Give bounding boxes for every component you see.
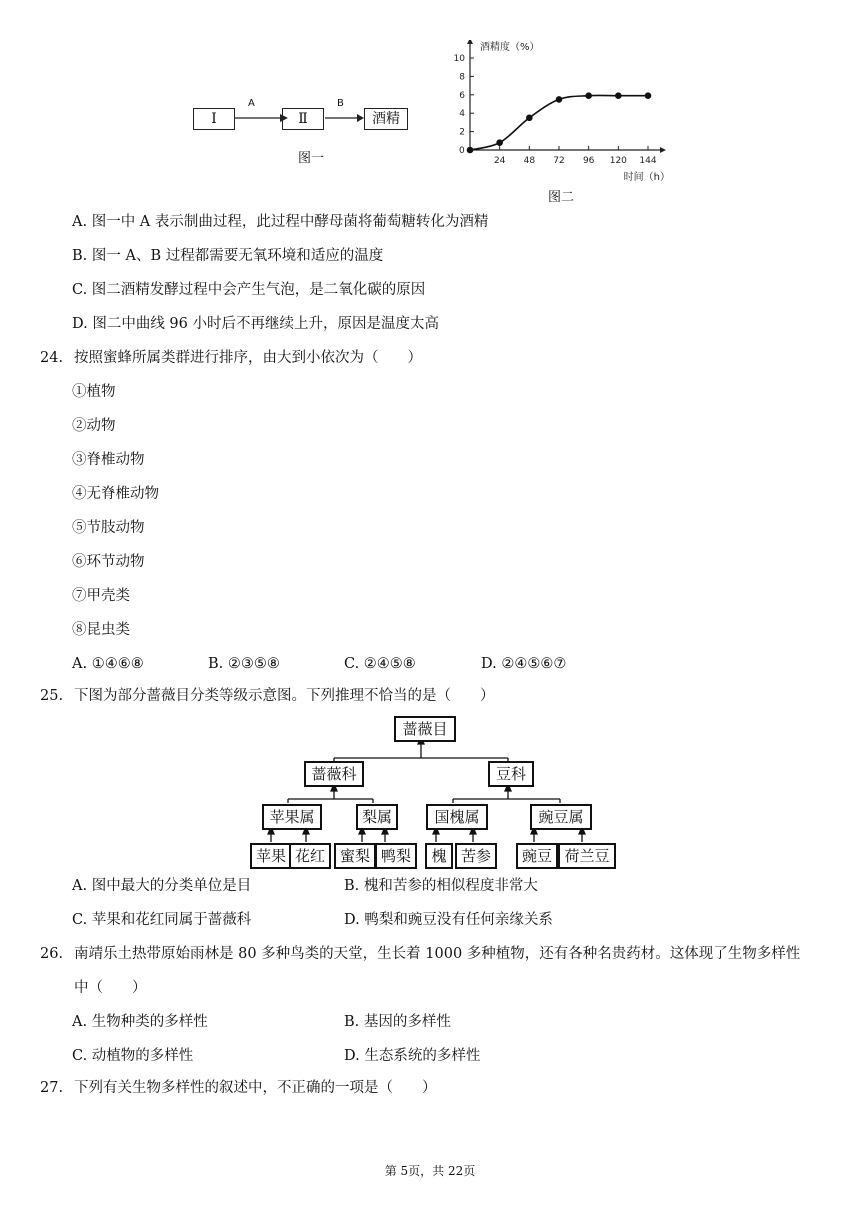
option-text: 鸭梨和豌豆没有任何亲缘关系 [364,912,553,928]
question-number: 27. [40,1080,64,1096]
q23-option-c[interactable] [72,280,425,300]
x-tick-label: 144 [639,156,657,166]
tree-node-species: 苦参 [455,843,497,869]
option-letter: D. [344,912,360,928]
option-text: 基因的多样性 [363,1014,451,1030]
tree-node-species: 豌豆 [516,843,558,869]
x-tick-label: 120 [609,156,627,166]
tree-node-genus-sophora: 国槐属 [426,804,488,830]
tree-node-order: 蔷薇目 [394,716,456,742]
q24-item-3: ③脊椎动物 [72,452,145,468]
option-letter: B. [344,1014,360,1030]
option-letter: B. [72,248,88,264]
q24-item-5: ⑤节肢动物 [72,520,145,536]
q24-option-b[interactable] [208,654,280,674]
option-text: 动植物的多样性 [91,1048,194,1064]
option-text: ①④⑥⑧ [91,656,144,672]
q25-option-b[interactable] [344,876,538,896]
data-point [496,139,503,146]
y-tick-label: 6 [459,90,465,101]
tree-node-species: 荷兰豆 [558,843,616,869]
x-tick-label: 48 [523,156,536,166]
option-text: 图二中曲线 96 小时后不再继续上升，原因是温度太高 [92,316,439,332]
data-point [585,92,592,99]
q26-option-b[interactable] [344,1012,451,1032]
option-letter: C. [72,282,88,298]
fig2-caption: 图二 [548,190,575,205]
option-letter: A. [72,1014,88,1030]
data-point [467,147,474,154]
fig1-arrow-b-label: B [337,98,344,109]
q25-option-a[interactable] [72,876,251,896]
y-tick-label: 10 [453,54,465,64]
fig1-arrow-a-label: A [248,98,255,109]
tree-node-species: 鸭梨 [375,843,417,869]
tree-node-family-fabaceae: 豆科 [488,761,534,787]
q26-option-c[interactable] [72,1046,193,1066]
fig2-line-chart [440,40,680,210]
origin-label: 0 [459,146,465,156]
x-tick-label: 96 [582,156,595,166]
q26-option-a[interactable] [72,1012,208,1032]
option-text: 图一 A、B 过程都需要无氧环境和适应的温度 [91,248,384,264]
q27-stem [40,1078,437,1098]
option-letter: C. [72,912,88,928]
question-text: 下图为部分蔷薇目分类等级示意图。下列推理不恰当的是（ ） [74,688,495,704]
y-tick-label: 8 [459,72,465,83]
y-tick-label: 2 [459,127,465,138]
q24-item-6: ⑥环节动物 [72,554,145,570]
option-letter: C. [72,1048,88,1064]
question-number: 25. [40,688,64,704]
option-text: 生物种类的多样性 [91,1014,208,1030]
option-letter: A. [72,656,88,672]
q26-stem [40,944,800,964]
question-text: 下列有关生物多样性的叙述中，不正确的一项是（ ） [74,1080,437,1096]
fig1-box-3: 酒精 [364,108,408,130]
q26-option-d[interactable] [344,1046,480,1066]
option-text: 苹果和花红同属于蔷薇科 [91,912,252,928]
option-text: 生态系统的多样性 [364,1048,481,1064]
tree-node-species: 苹果 [250,843,292,869]
tree-node-genus-malus: 苹果属 [262,804,322,830]
q24-stem [40,348,422,368]
x-tick-label: 24 [493,156,506,166]
fig1-box-1: Ⅰ [193,108,235,130]
question-text: 按照蜜蜂所属类群进行排序，由大到小依次为（ ） [74,350,422,366]
option-letter: B. [344,878,360,894]
q24-option-d[interactable] [481,654,566,674]
option-letter: A. [72,214,88,230]
data-point [526,115,533,122]
question-text: 南靖乐土热带原始雨林是 80 多种鸟类的天堂，生长着 1000 多种植物，还有各种名贵药材。这体现了生物多样性 [74,946,801,962]
y-tick-label: 4 [459,109,465,120]
option-text: 图中最大的分类单位是目 [91,878,252,894]
fig1-caption: 图一 [298,151,325,166]
q24-item-8: ⑧昆虫类 [72,622,130,638]
tree-node-genus-pisum: 豌豆属 [530,804,592,830]
fig1-box-2: Ⅱ [282,108,324,130]
option-text: ②③⑤⑧ [227,656,280,672]
y-axis-label: 酒精度（%） [480,42,540,53]
q26-stem-line2: 中（ ） [74,980,147,996]
option-letter: A. [72,878,88,894]
option-letter: D. [481,656,497,672]
q24-item-4: ④无脊椎动物 [72,486,159,502]
x-axis-arrow [660,147,666,153]
tree-node-species: 蜜梨 [334,843,376,869]
data-point [645,92,652,99]
tree-node-family-rosaceae: 蔷薇科 [304,761,364,787]
data-point [556,96,563,103]
q23-option-d[interactable] [72,314,439,334]
q23-option-b[interactable] [72,246,383,266]
tree-node-species: 槐 [425,843,453,869]
option-letter: B. [208,656,224,672]
question-number: 24. [40,350,64,366]
q25-option-c[interactable] [72,910,251,930]
page-footer: 第 5页，共 22页 [384,1164,476,1178]
q25-stem [40,686,495,706]
q24-item-2: ②动物 [72,418,116,434]
option-letter: D. [344,1048,360,1064]
q24-item-1: ①植物 [72,384,116,400]
y-axis-arrow [467,40,473,44]
q24-option-a[interactable] [72,654,144,674]
x-tick-label: 72 [553,156,565,166]
option-letter: D. [72,316,88,332]
question-number: 26. [40,946,64,962]
option-text: 槐和苦参的相似程度非常大 [363,878,538,894]
x-axis-label: 时间（h） [623,172,670,183]
tree-node-genus-pyrus: 梨属 [356,804,398,830]
q24-item-7: ⑦甲壳类 [72,588,130,604]
q25-option-d[interactable] [344,910,553,930]
option-text: 图二酒精发酵过程中会产生气泡，是二氧化碳的原因 [91,282,426,298]
option-text: 图一中 A 表示制曲过程，此过程中酵母菌将葡萄糖转化为酒精 [91,214,489,230]
option-text: ②④⑤⑧ [363,656,416,672]
tree-node-species: 花红 [289,843,331,869]
q23-option-a[interactable] [72,212,488,232]
data-point [615,92,622,99]
option-text: ②④⑤⑥⑦ [501,656,567,672]
q24-option-c[interactable] [344,654,416,674]
option-letter: C. [344,656,360,672]
